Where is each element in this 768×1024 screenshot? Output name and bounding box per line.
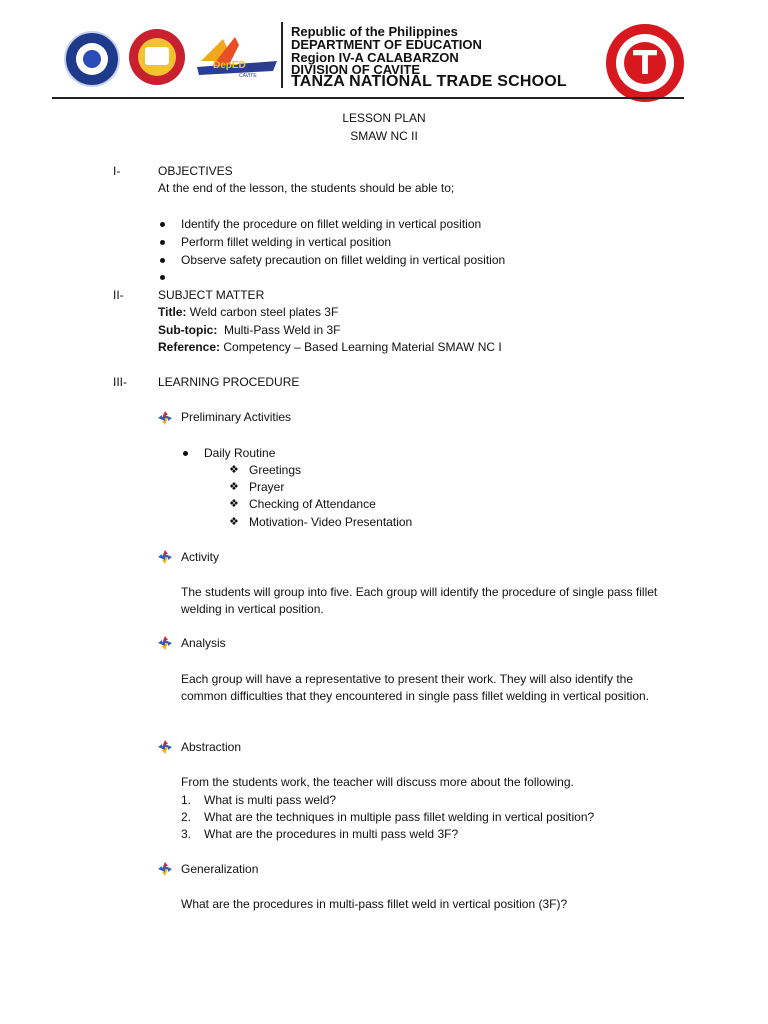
abstraction-item-number: 1. xyxy=(181,793,192,807)
letterhead-school: TANZA NATIONAL TRADE SCHOOL xyxy=(291,73,567,90)
four-way-arrow-icon xyxy=(158,862,172,876)
diamond-bullet-icon: ❖ xyxy=(229,464,239,476)
section-heading-subject: SUBJECT MATTER xyxy=(158,288,265,302)
section-number-subject: II- xyxy=(113,288,124,302)
generalization-heading: Generalization xyxy=(181,862,259,876)
section-heading-objectives: OBJECTIVES xyxy=(158,164,233,178)
doc-subtitle: SMAW NC II xyxy=(350,129,418,143)
letterhead-department: DEPARTMENT OF EDUCATION xyxy=(291,37,482,52)
division-logo-text: DepED xyxy=(213,60,246,71)
division-logo-sub: CAVITE xyxy=(239,73,257,79)
four-way-arrow-icon xyxy=(158,550,172,564)
subject-subtopic-value: Multi-Pass Weld in 3F xyxy=(217,323,341,337)
routine-item: Greetings xyxy=(249,463,302,477)
abstraction-heading: Abstraction xyxy=(181,740,242,754)
activity-heading: Activity xyxy=(181,550,220,564)
abstraction-item-number: 2. xyxy=(181,810,192,824)
routine-item: Motivation- Video Presentation xyxy=(249,515,413,529)
abstraction-item-number: 3. xyxy=(181,827,192,841)
school-gear-logo xyxy=(606,24,684,102)
deped-seal-logo xyxy=(64,31,120,87)
section-heading-procedure: LEARNING PROCEDURE xyxy=(158,375,300,389)
section-number-procedure: III- xyxy=(113,375,127,389)
subject-reference-label: Reference: xyxy=(158,340,221,354)
abstraction-item: What is multi pass weld? xyxy=(204,793,337,807)
objective-item: Perform fillet welding in vertical position xyxy=(181,235,392,249)
diamond-bullet-icon: ❖ xyxy=(229,481,239,493)
diamond-bullet-icon: ❖ xyxy=(229,516,239,528)
abstraction-item: What are the procedures in multi pass weld 3F? xyxy=(204,827,459,841)
diamond-bullet-icon: ❖ xyxy=(229,498,239,510)
subject-subtopic-label: Sub-topic: xyxy=(158,323,218,337)
four-way-arrow-icon xyxy=(158,740,172,754)
routine-item: Checking of Attendance xyxy=(249,497,376,511)
bullet xyxy=(160,240,165,245)
preliminary-heading: Preliminary Activities xyxy=(181,410,292,424)
bullet xyxy=(183,451,188,456)
activity-text: The students will group into five. Each group will identify the procedure of single pass fillet welding in vertical position. xyxy=(181,585,658,616)
section-number-objectives: I- xyxy=(113,164,121,178)
bullet xyxy=(160,222,165,227)
routine-item: Prayer xyxy=(249,480,285,494)
bullet xyxy=(160,258,165,263)
objectives-intro: At the end of the lesson, the students should be able to; xyxy=(158,181,455,195)
four-way-arrow-icon xyxy=(158,636,172,650)
daily-routine-label: Daily Routine xyxy=(204,446,276,460)
subject-title-value: Weld carbon steel plates 3F xyxy=(186,305,339,319)
analysis-text: Each group will have a representative to present their work. They will also identify the common difficulties that they encountered in single pass fillet welding in vertical position. xyxy=(181,672,650,703)
analysis-heading: Analysis xyxy=(181,636,226,650)
generalization-text: What are the procedures in multi-pass fillet weld in vertical position (3F)? xyxy=(181,897,568,911)
objective-item: Observe safety precaution on fillet welding in vertical position xyxy=(181,253,506,267)
four-way-arrow-icon xyxy=(158,411,172,425)
division-cavite-logo xyxy=(193,31,279,81)
letterhead-division: DIVISION OF CAVITE xyxy=(291,62,421,77)
objective-item: Identify the procedure on fillet welding in vertical position xyxy=(181,217,482,231)
region-seal-logo xyxy=(129,29,185,85)
subject-reference-line xyxy=(158,340,502,355)
letterhead-divider xyxy=(281,22,283,88)
abstraction-item: What are the techniques in multiple pass fillet welding in vertical position? xyxy=(204,810,595,824)
subject-subtopic-line xyxy=(158,323,340,338)
empty-bullet xyxy=(160,275,165,280)
letterhead-region: Region IV-A CALABARZON xyxy=(291,50,459,65)
doc-title: LESSON PLAN xyxy=(342,111,426,125)
subject-reference-value: Competency – Based Learning Material SMAW NC I xyxy=(220,340,502,354)
letterhead-republic: Republic of the Philippines xyxy=(291,24,458,39)
subject-title-line xyxy=(158,305,338,320)
letterhead-rule xyxy=(52,97,684,99)
abstraction-intro: From the students work, the teacher will discuss more about the following. xyxy=(181,775,574,789)
subject-title-label: Title: xyxy=(158,305,187,319)
